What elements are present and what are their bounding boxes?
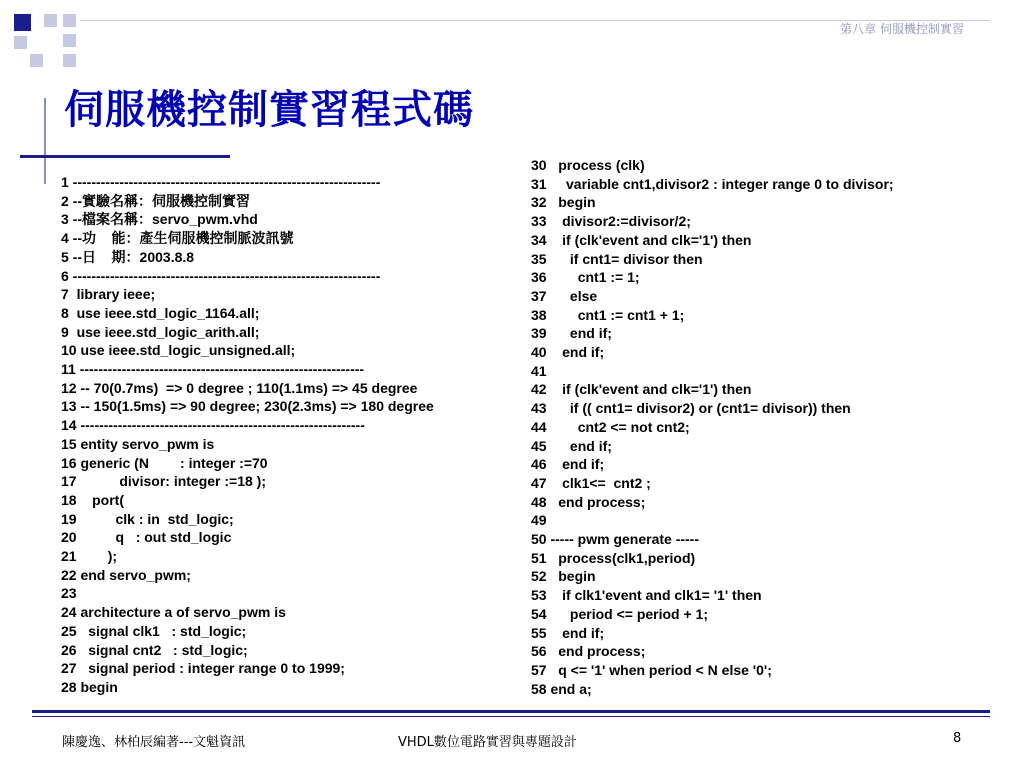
code-line: 15 entity servo_pwm is: [61, 435, 215, 452]
page-number: 8: [953, 731, 962, 746]
code-line: 1 ------------------------------------------------------------------: [61, 174, 381, 190]
code-line: 23: [61, 585, 77, 602]
code-line: 50 ----- pwm generate -----: [531, 531, 699, 548]
code-line: 6 ------------------------------------------------------------------: [61, 267, 381, 284]
code-line: 12 -- 70(0.7ms) => 0 degree ; 110(1.1ms) => 45 degree: [61, 379, 418, 396]
code-line: 42 if (clk'event and clk='1') then: [531, 381, 752, 398]
code-line: 33 divisor2:=divisor/2;: [531, 213, 691, 230]
code-line: 37 else: [531, 287, 598, 304]
code-line: 34 if (clk'event and clk='1') then: [531, 231, 752, 248]
code-line: 40 end if;: [531, 344, 605, 361]
title-horizontal-rule: [20, 155, 230, 158]
code-line: 45 end if;: [531, 437, 612, 454]
code-line: 54 period <= period + 1;: [531, 605, 709, 622]
code-line: 48 end process;: [531, 493, 646, 510]
code-line: 28 begin: [61, 678, 118, 695]
code-line: 49: [531, 512, 547, 529]
corner-square: [14, 14, 31, 31]
code-line: 4 --功 能：產生伺服機控制脈波訊號: [61, 230, 294, 247]
code-line: 26 signal cnt2 : std_logic;: [61, 641, 248, 658]
code-line: 43 if (( cnt1= divisor2) or (cnt1= divisor)) then: [531, 400, 851, 417]
chapter-header: 第八章 伺服機控制實習: [840, 22, 964, 36]
code-line: 19 clk : in std_logic;: [61, 510, 234, 527]
footer-author: 陳慶逸、林柏辰編著---文魁資訊: [62, 735, 246, 750]
code-line: 58 end a;: [531, 680, 592, 697]
corner-square: [63, 54, 76, 67]
code-line: 55 end if;: [531, 624, 605, 641]
code-line: 10 use ieee.std_logic_unsigned.all;: [61, 342, 296, 359]
code-line: 41: [531, 362, 547, 379]
footer-rule: [32, 710, 990, 713]
code-line: 39 end if;: [531, 325, 612, 342]
title-vertical-rule: [44, 98, 46, 184]
code-line: 9 use ieee.std_logic_arith.all;: [61, 323, 260, 340]
code-line: 5 --日 期：2003.8.8: [61, 248, 195, 265]
code-line: 36 cnt1 := 1;: [531, 269, 640, 286]
code-line: 21 );: [61, 548, 118, 565]
code-line: 30 process (clk): [531, 157, 645, 173]
code-line: 56 end process;: [531, 643, 646, 660]
footer-rule: [32, 716, 990, 717]
code-line: 14 -------------------------------------------------------------: [61, 417, 365, 434]
code-column-left: [61, 173, 434, 697]
code-line: 24 architecture a of servo_pwm is: [61, 604, 286, 621]
code-line: 51 process(clk1,period): [531, 549, 696, 566]
code-line: 53 if clk1'event and clk1= '1' then: [531, 587, 762, 604]
corner-square: [14, 36, 27, 49]
code-line: 3 --檔案名稱：servo_pwm.vhd: [61, 211, 258, 228]
code-line: 47 clk1<= cnt2 ;: [531, 474, 651, 491]
page-title: 伺服機控制實習程式碼: [64, 86, 474, 133]
corner-square: [63, 34, 76, 47]
code-line: 20 q : out std_logic: [61, 529, 232, 546]
code-line: 44 cnt2 <= not cnt2;: [531, 418, 690, 435]
code-line: 31 variable cnt1,divisor2 : integer range 0 to divisor;: [531, 175, 894, 192]
code-line: 32 begin: [531, 194, 596, 211]
code-line: 35 if cnt1= divisor then: [531, 250, 703, 267]
code-line: 38 cnt1 := cnt1 + 1;: [531, 306, 685, 323]
code-line: 27 signal period : integer range 0 to 1999;: [61, 660, 345, 677]
code-line: 25 signal clk1 : std_logic;: [61, 622, 247, 639]
code-line: 52 begin: [531, 568, 596, 585]
code-line: 16 generic (N : integer :=70: [61, 454, 268, 471]
code-line: 22 end servo_pwm;: [61, 566, 191, 583]
code-line: 7 library ieee;: [61, 286, 156, 303]
code-line: 8 use ieee.std_logic_1164.all;: [61, 304, 260, 321]
code-line: 18 port(: [61, 491, 125, 508]
code-line: 57 q <= '1' when period < N else '0';: [531, 661, 772, 678]
code-column-right: [531, 156, 894, 698]
code-line: 13 -- 150(1.5ms) => 90 degree; 230(2.3ms) => 180 degree: [61, 398, 434, 415]
corner-square: [30, 54, 43, 67]
footer-book-title: VHDL數位電路實習與專題設計: [398, 735, 577, 750]
code-line: 46 end if;: [531, 456, 605, 473]
code-line: 11 -------------------------------------------------------------: [61, 361, 365, 378]
corner-square: [44, 14, 57, 27]
corner-square: [63, 14, 76, 27]
code-line: 17 divisor: integer :=18 );: [61, 473, 267, 490]
code-line: 2 --實驗名稱：伺服機控制實習: [61, 192, 250, 209]
